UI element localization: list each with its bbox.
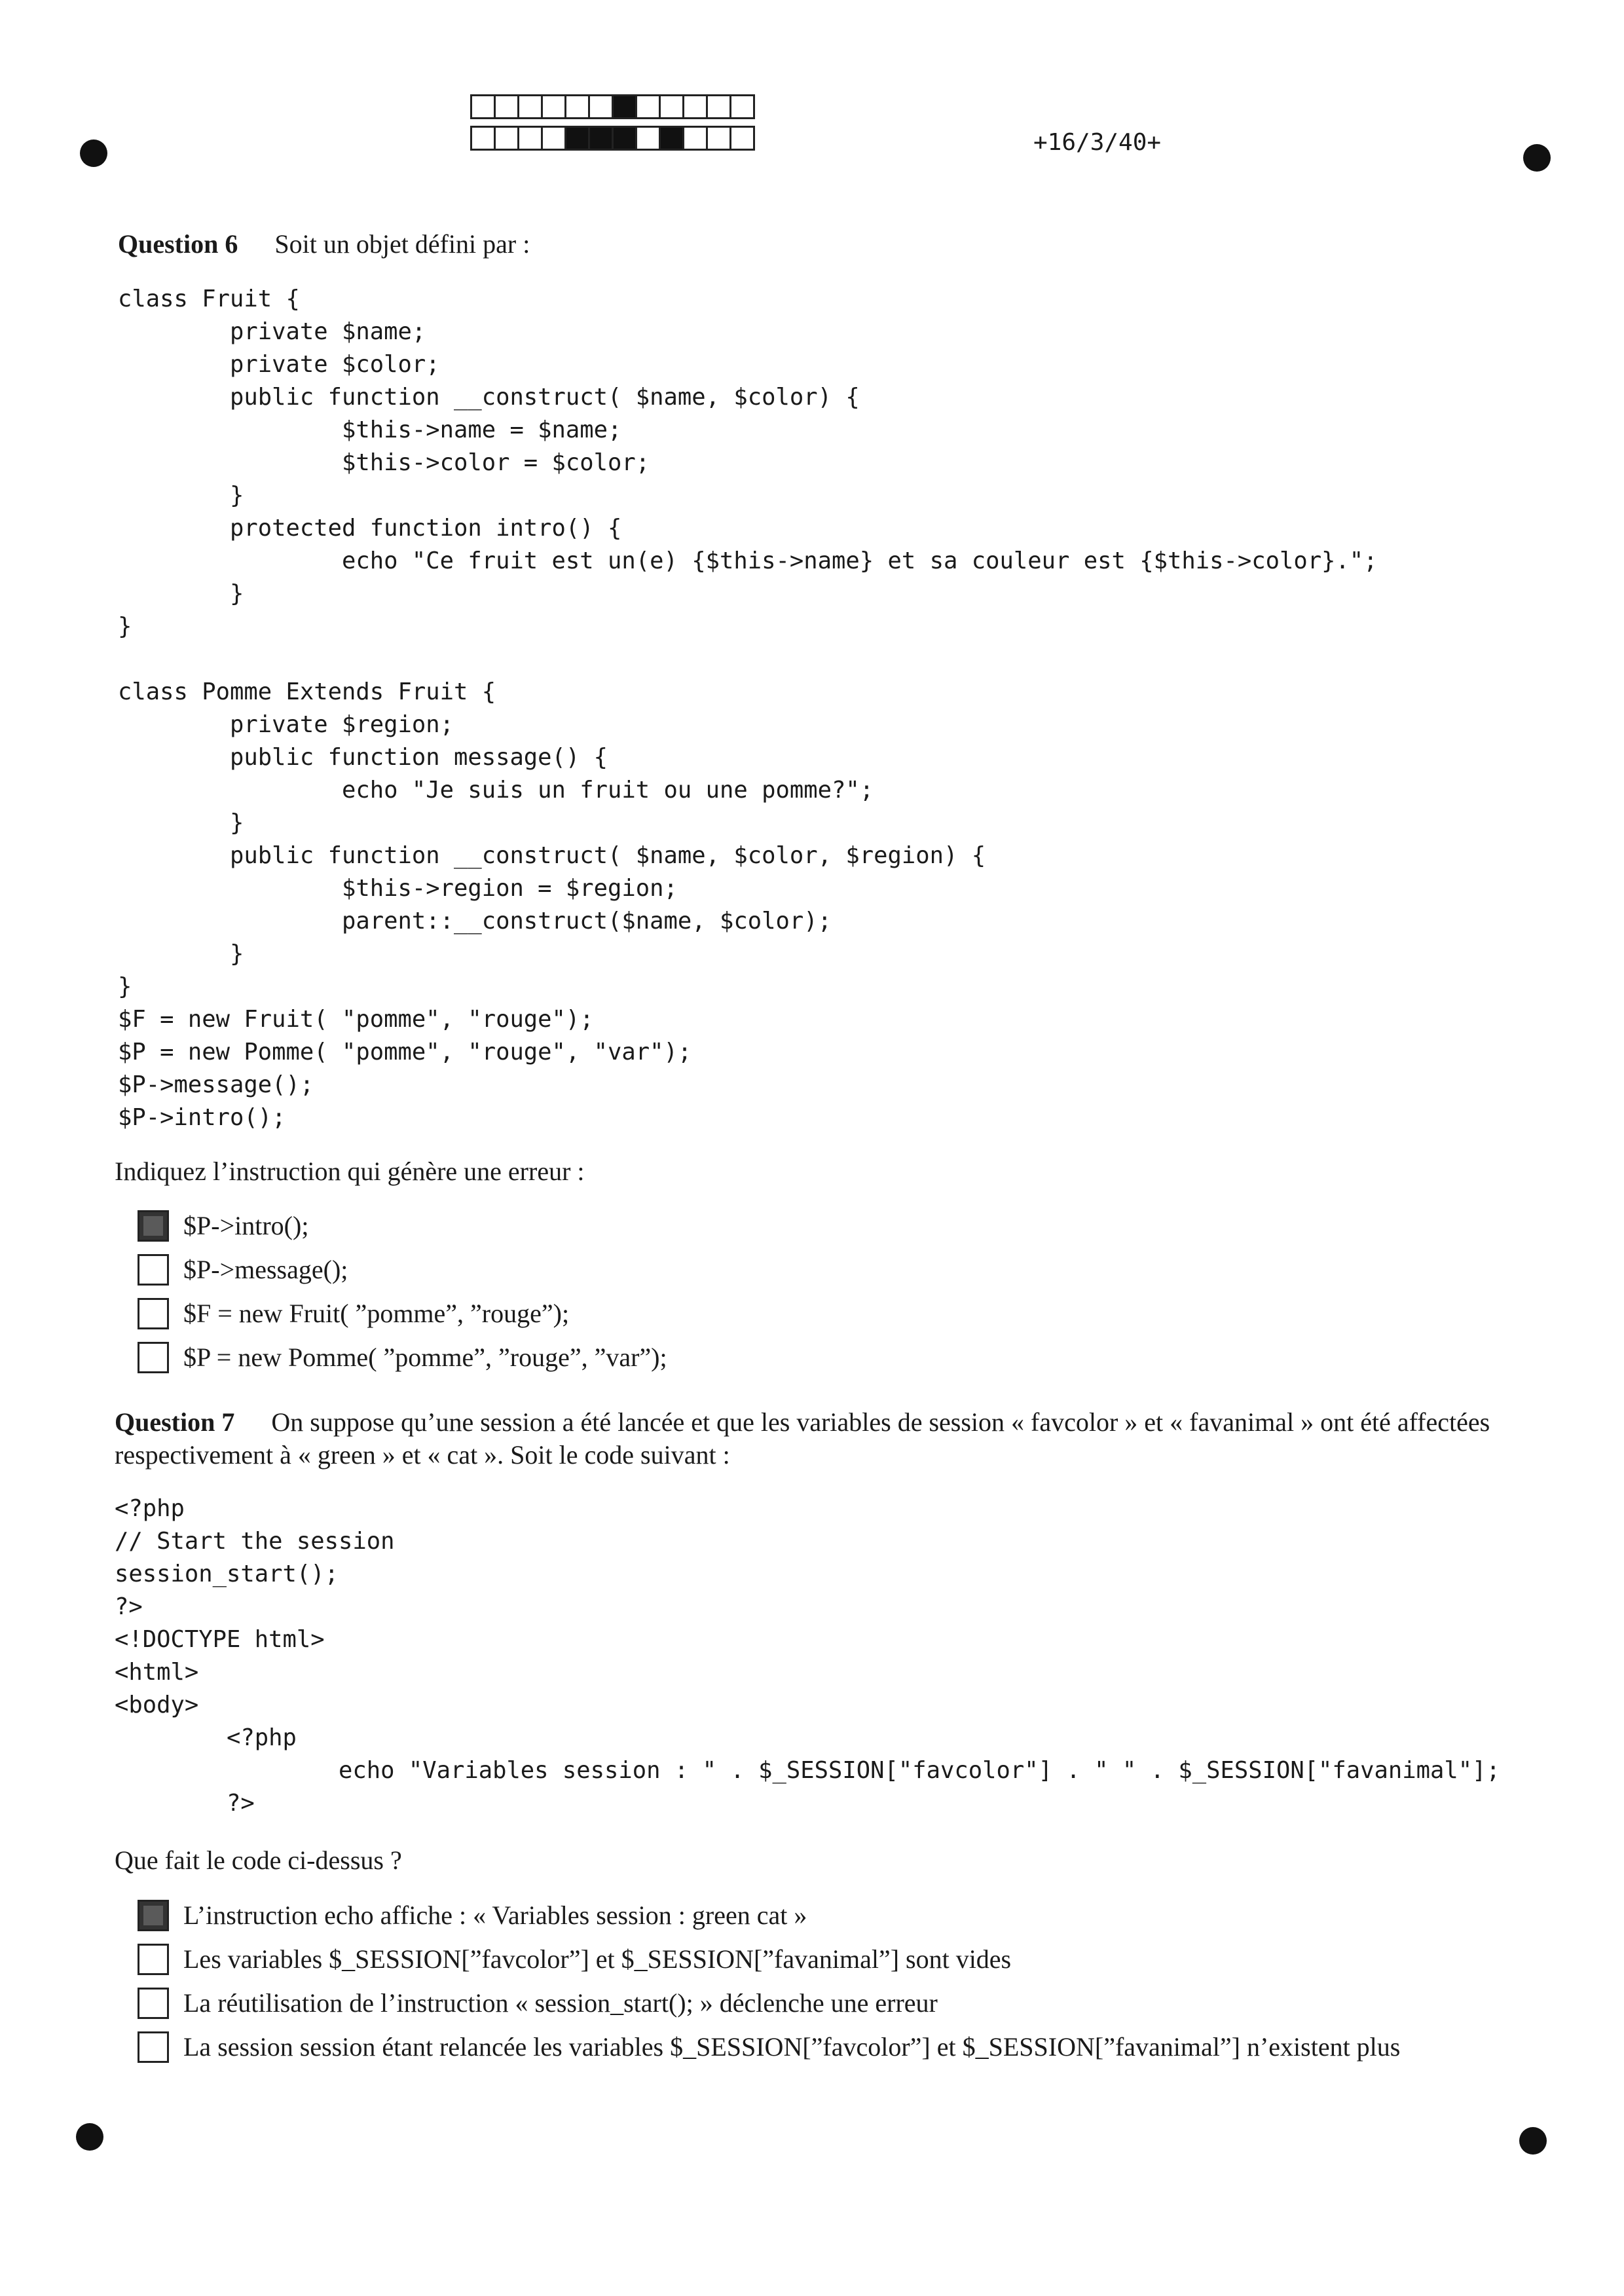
question-6-header bbox=[118, 228, 530, 261]
question-7-choice[interactable] bbox=[138, 1981, 1400, 2025]
question-7-choices bbox=[138, 1893, 1400, 2069]
checkbox[interactable] bbox=[138, 1298, 169, 1329]
barcode-cell bbox=[706, 126, 731, 151]
registration-mark-top-right bbox=[1523, 144, 1551, 172]
barcode-cell bbox=[659, 126, 684, 151]
choice-label: L’instruction echo affiche : « Variables session : green cat » bbox=[183, 1900, 807, 1930]
checkbox[interactable] bbox=[138, 1210, 169, 1242]
question-7-code: <?php // Start the session session_start(); ?> <!DOCTYPE html> <html> <body> <?php echo "Variables session : " . $_SESSION["favcolor"] . " " . $_SESSION["favanimal"]; ?> bbox=[115, 1495, 1500, 1817]
question-6-choice[interactable] bbox=[138, 1204, 667, 1248]
barcode-cell bbox=[635, 126, 661, 151]
registration-mark-bottom-right bbox=[1519, 2127, 1547, 2155]
barcode-cell bbox=[517, 94, 543, 119]
barcode-cell bbox=[612, 94, 637, 119]
question-6-code: class Fruit { private $name; private $color; public function __construct( $name, $color) { $this->name = $name; $this->color = $color; } protected function intro() { echo "Ce fruit est un(e) {$this->name} et sa couleur est {$this->color}."; } } class Pomme Extends Fruit { private $region; public function message() { echo "Je suis un fruit ou une pomme?"; } public function __construct( $name, $color, $region) { $this->region = $region; parent::__construct($name, $color); } } $F = new Fruit( "pomme", "rouge"); $P = new Pomme( "pomme", "rouge", "var"); $P->message(); $P->intro(); bbox=[118, 286, 1378, 1131]
question-6-text: Soit un objet défini par : bbox=[274, 229, 530, 259]
question-7-choice[interactable] bbox=[138, 1893, 1400, 1937]
barcode-cell bbox=[706, 94, 731, 119]
choice-label: $P = new Pomme( ”pomme”, ”rouge”, ”var”); bbox=[183, 1342, 667, 1372]
barcode-top-row bbox=[470, 94, 753, 119]
choice-label: La session session étant relancée les variables $_SESSION[”favcolor”] et $_SESSION[”favanimal”] n’existent plus bbox=[183, 2032, 1401, 2062]
barcode-cell bbox=[517, 126, 543, 151]
question-6-choice[interactable] bbox=[138, 1248, 667, 1291]
page-id: +16/3/40+ bbox=[1033, 129, 1162, 156]
question-6-choice[interactable] bbox=[138, 1335, 667, 1379]
barcode-bottom-row bbox=[470, 126, 753, 151]
checkbox[interactable] bbox=[138, 1254, 169, 1286]
barcode-cell bbox=[588, 94, 614, 119]
question-6-choice[interactable] bbox=[138, 1291, 667, 1335]
question-6-prompt: Indiquez l’instruction qui génère une erreur : bbox=[115, 1157, 585, 1186]
barcode-cell bbox=[729, 126, 755, 151]
barcode-cell bbox=[470, 126, 496, 151]
question-7-label: Question 7 bbox=[115, 1407, 235, 1437]
checkbox[interactable] bbox=[138, 1342, 169, 1373]
barcode-cell bbox=[612, 126, 637, 151]
barcode-cell bbox=[564, 126, 590, 151]
question-7-choice[interactable] bbox=[138, 2025, 1400, 2069]
choice-label: La réutilisation de l’instruction « session_start(); » déclenche une erreur bbox=[183, 1988, 938, 2018]
checkbox[interactable] bbox=[138, 1944, 169, 1975]
question-7-prompt: Que fait le code ci-dessus ? bbox=[115, 1845, 402, 1875]
checkbox[interactable] bbox=[138, 1900, 169, 1931]
barcode-cell bbox=[659, 94, 684, 119]
checkbox[interactable] bbox=[138, 1988, 169, 2019]
question-7-header bbox=[115, 1406, 1522, 1472]
barcode-cell bbox=[494, 126, 519, 151]
barcode-cell bbox=[635, 94, 661, 119]
barcode-cell bbox=[470, 94, 496, 119]
choice-label: Les variables $_SESSION[”favcolor”] et $_SESSION[”favanimal”] sont vides bbox=[183, 1944, 1012, 1974]
barcode-cell bbox=[494, 94, 519, 119]
registration-mark-bottom-left bbox=[76, 2123, 103, 2151]
question-6-choices bbox=[138, 1204, 667, 1379]
question-7-text: On suppose qu’une session a été lancée et que les variables de session « favcolor » et « favanimal » ont été affectées respectivement à « green » et « cat ». Soit le code suivant : bbox=[115, 1407, 1490, 1470]
question-6-label: Question 6 bbox=[118, 229, 238, 259]
barcode-cell bbox=[541, 94, 566, 119]
barcode-cell bbox=[682, 94, 708, 119]
barcode-cell bbox=[564, 94, 590, 119]
registration-mark-top-left bbox=[80, 139, 107, 167]
barcode-cell bbox=[588, 126, 614, 151]
choice-label: $P->intro(); bbox=[183, 1211, 309, 1240]
barcode-cell bbox=[541, 126, 566, 151]
question-7-choice[interactable] bbox=[138, 1937, 1400, 1981]
barcode-cell bbox=[729, 94, 755, 119]
choice-label: $F = new Fruit( ”pomme”, ”rouge”); bbox=[183, 1299, 570, 1328]
barcode-cell bbox=[682, 126, 708, 151]
choice-label: $P->message(); bbox=[183, 1255, 348, 1284]
checkbox[interactable] bbox=[138, 2031, 169, 2063]
